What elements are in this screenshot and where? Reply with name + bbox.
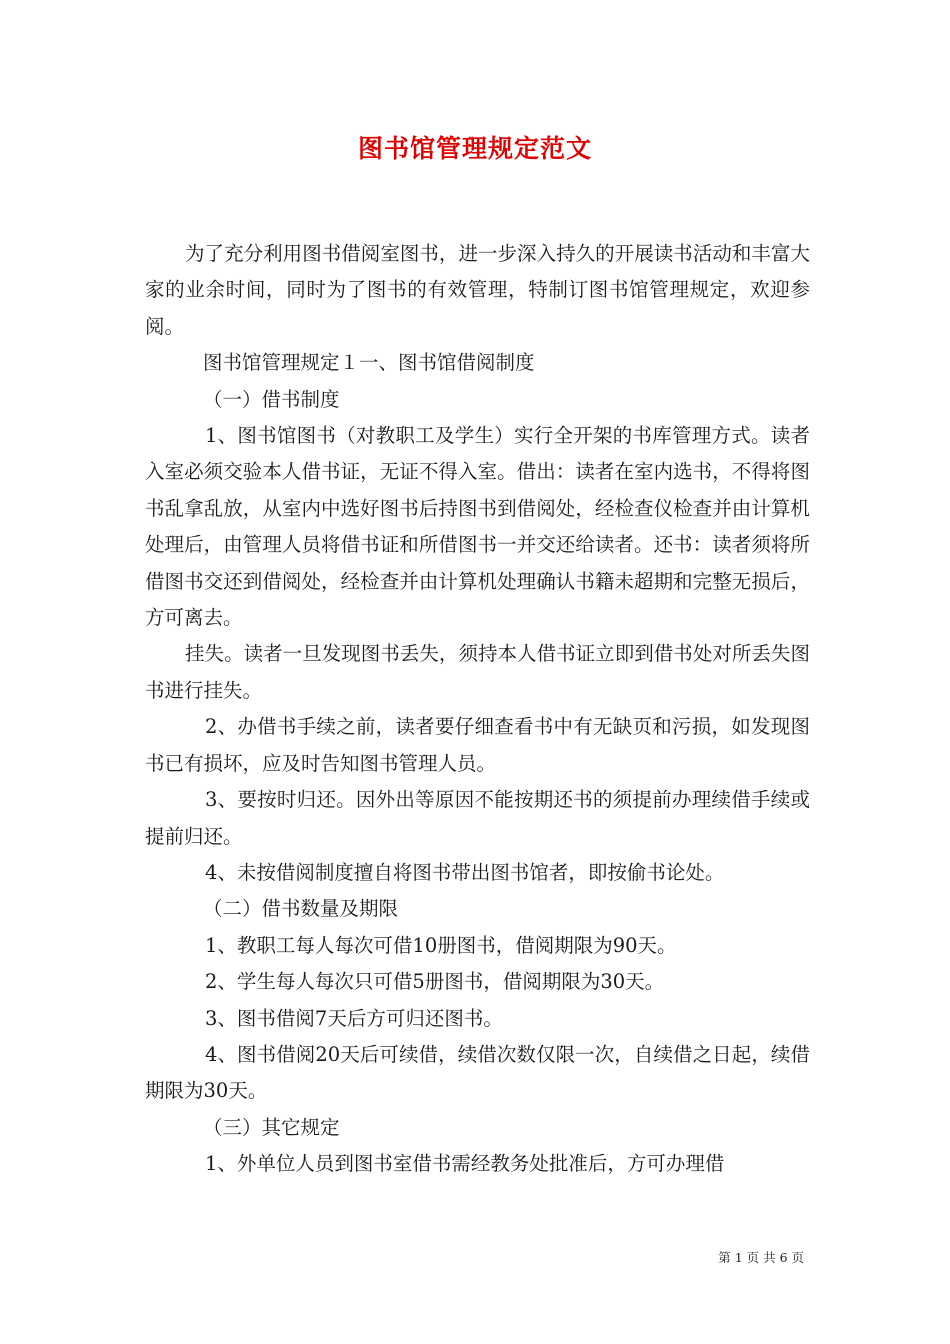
- intro-paragraph: 为了充分利用图书借阅室图书，进一步深入持久的开展读书活动和丰富大家的业余时间，同时为了图书的有效管理，特制订图书馆管理规定，欢迎参阅。: [145, 242, 810, 338]
- rule-paragraph: 2、办借书手续之前，读者要仔细查看书中有无缺页和污损，如发现图书已有损坏，应及时告知图书管理人员。: [145, 715, 810, 775]
- page-number-footer: 第 1 页 共 6 页: [718, 1250, 804, 1265]
- rule-paragraph: 2、学生每人每次只可借5册图书，借阅期限为30天。: [205, 970, 665, 994]
- document-title: 图书馆管理规定范文: [357, 134, 592, 163]
- section-heading-1: 图书馆管理规定１一、图书馆借阅制度: [203, 351, 535, 375]
- rule-paragraph: 4、图书借阅20天后可续借，续借次数仅限一次，自续借之日起，续借期限为30天。: [145, 1042, 810, 1103]
- subsection-heading-2: （二）借书数量及期限: [203, 897, 399, 921]
- subsection-heading-1: （一）借书制度: [203, 387, 340, 411]
- document-body: [145, 236, 810, 1183]
- rule-paragraph: 4、未按借阅制度擅自将图书带出图书馆者，即按偷书论处。: [205, 860, 725, 884]
- rule-paragraph: 3、图书借阅7天后方可归还图书。: [205, 1006, 503, 1030]
- rule-paragraph: 1、外单位人员到图书室借书需经教务处批准后，方可办理借: [205, 1152, 725, 1176]
- rule-paragraph: 1、教职工每人每次可借10册图书，借阅期限为90天。: [205, 933, 677, 957]
- rule-paragraph: 挂失。读者一旦发现图书丢失，须持本人借书证立即到借书处对所丢失图书进行挂失。: [145, 642, 810, 702]
- rule-paragraph: 1、图书馆图书（对教职工及学生）实行全开架的书库管理方式。读者入室必须交验本人借书证，无证不得入室。借出：读者在室内选书，不得将图书乱拿乱放，从室内中选好图书后持图书到借阅处，经检查仪检查并由计算机处理后，由管理人员将借书证和所借图书一并交还给读者。还书：读者须将所借图书交还到借阅处，经检查并由计算机处理确认书籍未超期和完整无损后，方可离去。: [145, 424, 810, 630]
- subsection-heading-3: （三）其它规定: [203, 1115, 340, 1139]
- rule-paragraph: 3、要按时归还。因外出等原因不能按期还书的须提前办理续借手续或提前归还。: [145, 788, 810, 848]
